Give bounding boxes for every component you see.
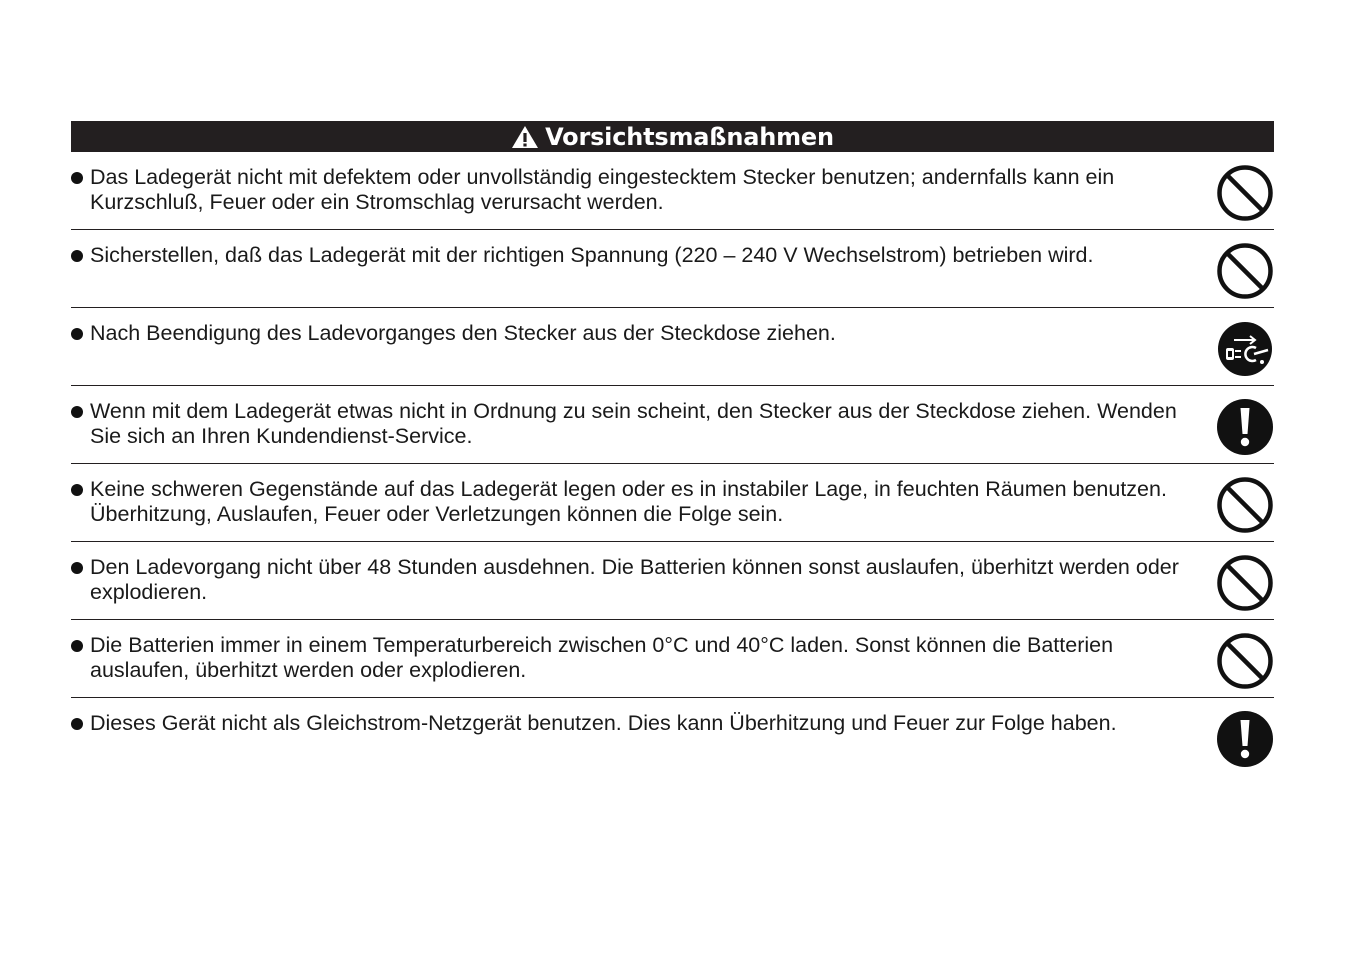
item-text: Das Ladegerät nicht mit defektem oder unvollständig eingestecktem Stecker benutzen; andernfalls kann ein Kurzschluß, Feuer oder ein Stromschlag verursacht werden. [90, 165, 1115, 214]
item-text: Nach Beendigung des Ladevorganges den Stecker aus der Steckdose ziehen. [90, 321, 836, 345]
prohibition-icon [1216, 554, 1274, 612]
precautions-header [71, 121, 1274, 152]
mandatory-exclamation-icon [1216, 398, 1274, 456]
prohibition-icon [1216, 242, 1274, 300]
bullet-icon [71, 484, 83, 496]
precautions-title: Vorsichtsmaßnahmen [545, 122, 834, 151]
list-item [71, 308, 1274, 386]
list-item [71, 230, 1274, 308]
prohibition-icon [1216, 476, 1274, 534]
bullet-icon [71, 250, 83, 262]
item-text: Die Batterien immer in einem Temperaturbereich zwischen 0°C und 40°C laden. Sonst können die Batterien auslaufen, überhitzt werden oder explodieren. [90, 633, 1114, 682]
item-text: Den Ladevorgang nicht über 48 Stunden ausdehnen. Die Batterien können sonst auslaufen, überhitzt werden oder explodieren. [90, 555, 1179, 604]
bullet-icon [71, 718, 83, 730]
item-text: Keine schweren Gegenstände auf das Ladegerät legen oder es in instabiler Lage, in feuchten Räumen benutzen. Überhitzung, Auslaufen, Feuer oder Verletzungen können die Folge sein. [90, 477, 1167, 526]
list-item [71, 542, 1274, 620]
precautions-page [71, 121, 1274, 776]
bullet-icon [71, 640, 83, 652]
item-text: Sicherstellen, daß das Ladegerät mit der richtigen Spannung (220 – 240 V Wechselstrom) betrieben wird. [90, 243, 1094, 267]
unplug-icon [1216, 320, 1274, 378]
list-item [71, 464, 1274, 542]
bullet-icon [71, 562, 83, 574]
item-text: Dieses Gerät nicht als Gleichstrom-Netzgerät benutzen. Dies kann Überhitzung und Feuer zur Folge haben. [90, 711, 1117, 735]
list-item [71, 620, 1274, 698]
list-item [71, 698, 1274, 776]
mandatory-exclamation-icon [1216, 710, 1274, 768]
prohibition-icon [1216, 632, 1274, 690]
item-text: Wenn mit dem Ladegerät etwas nicht in Ordnung zu sein scheint, den Stecker aus der Steckdose ziehen. Wenden Sie sich an Ihren Kundendienst-Service. [90, 399, 1177, 448]
bullet-icon [71, 172, 83, 184]
precautions-list [71, 152, 1274, 776]
prohibition-icon [1216, 164, 1274, 222]
bullet-icon [71, 406, 83, 418]
bullet-icon [71, 328, 83, 340]
warning-triangle-icon [511, 125, 539, 149]
list-item [71, 386, 1274, 464]
list-item [71, 152, 1274, 230]
